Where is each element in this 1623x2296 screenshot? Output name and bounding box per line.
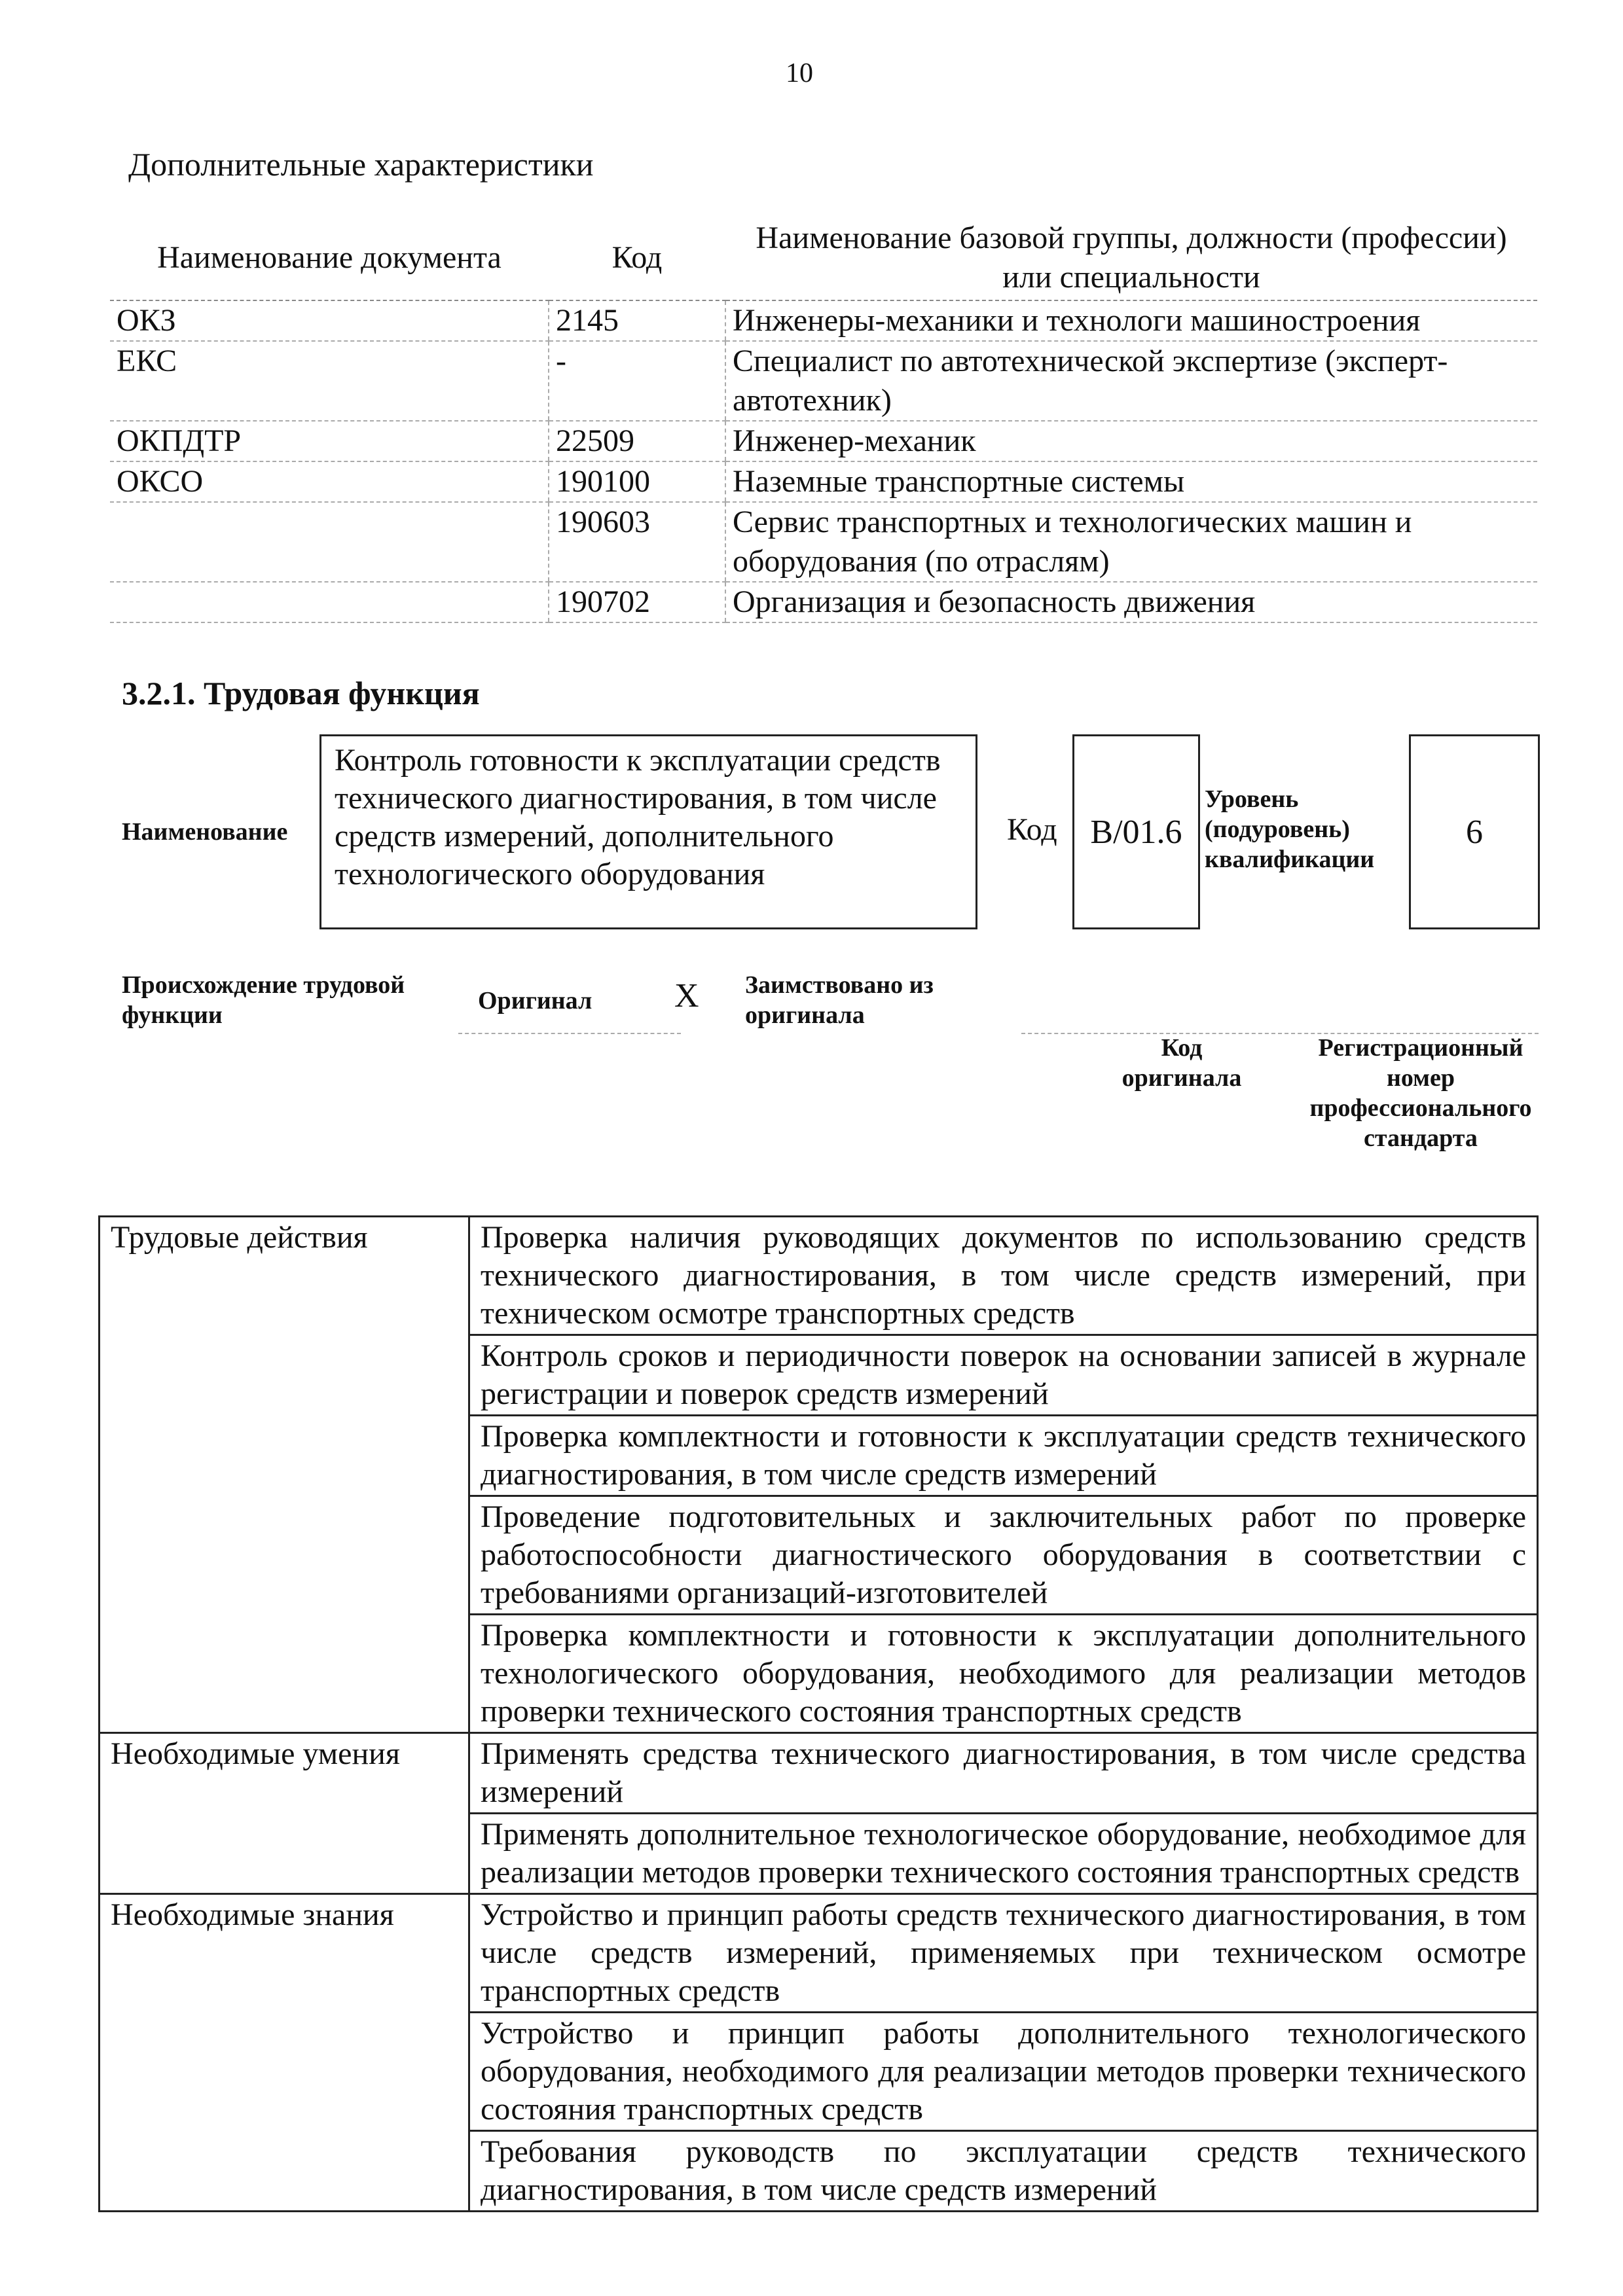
list-item: Контроль сроков и периодичности поверок на основании записей в журнале регистрации и поверок средств измерений [469, 1335, 1538, 1416]
registration-number-caption: Регистрационный номер профессионального стандарта [1309, 1034, 1532, 1152]
table-row [100, 1217, 1538, 1335]
header-code: Код [549, 216, 725, 300]
name-cell: Инженер-механик [725, 421, 1537, 461]
qualification-level: 6 [1466, 813, 1483, 851]
code-cell: 190603 [549, 502, 725, 582]
doc-cell: ОКСО [110, 461, 549, 502]
code-label: Код [1007, 812, 1057, 847]
name-cell: Сервис транспортных и технологических машин и оборудования (по отраслям) [725, 502, 1537, 582]
category-required-skills: Необходимые умения [100, 1733, 469, 1894]
function-name-box: Контроль готовности к эксплуатации средств технического диагностирования, в том числе средств измерений, дополнительного технологического оборудования [319, 734, 977, 929]
table-row [100, 1894, 1538, 2013]
origin-divider [458, 1033, 681, 1034]
table-row [110, 502, 1537, 582]
table-row [110, 421, 1537, 461]
original-code-caption: Код оригинала [1122, 1034, 1242, 1092]
additional-characteristics-title: Дополнительные характеристики [128, 146, 594, 183]
origin-mark: X [674, 977, 699, 1014]
doc-cell [110, 582, 549, 622]
table-row [110, 300, 1537, 341]
list-item: Применять средства технического диагностирования, в том числе средства измерений [469, 1733, 1538, 1814]
code-cell: 190702 [549, 582, 725, 622]
table-header-row [110, 216, 1537, 300]
origin-original: Оригинал [478, 987, 593, 1014]
name-cell: Наземные транспортные системы [725, 461, 1537, 502]
section-title: 3.2.1. Трудовая функция [122, 675, 480, 711]
table-row [110, 341, 1537, 421]
table-row [100, 1733, 1538, 1814]
list-item: Проведение подготовительных и заключительных работ по проверке работоспособности диагностического оборудования в соответствии с требованиями организаций-изготовителей [469, 1496, 1538, 1615]
category-labor-actions: Трудовые действия [100, 1217, 469, 1733]
list-item: Применять дополнительное технологическое оборудование, необходимое для реализации методов проверки технического состояния транспортных средств [469, 1814, 1538, 1894]
doc-cell: ЕКС [110, 341, 549, 421]
qualification-level-box [1409, 734, 1540, 929]
list-item: Устройство и принцип работы дополнительного технологического оборудования, необходимого для реализации методов проверки технического состояния транспортных средств [469, 2013, 1538, 2131]
table-row [110, 582, 1537, 622]
function-details-table [98, 1215, 1539, 2212]
doc-cell [110, 502, 549, 582]
name-cell: Организация и безопасность движения [725, 582, 1537, 622]
code-cell: 22509 [549, 421, 725, 461]
list-item: Проверка комплектности и готовности к эксплуатации средств технического диагностирования, в том числе средств измерений [469, 1416, 1538, 1496]
name-cell: Специалист по автотехнической экспертизе (эксперт-автотехник) [725, 341, 1537, 421]
list-item: Требования руководств по эксплуатации средств технического диагностирования, в том числе средств измерений [469, 2131, 1538, 2212]
header-group-name: Наименование базовой группы, должности (профессии) или специальности [725, 216, 1537, 300]
additional-characteristics-table [110, 216, 1537, 623]
doc-cell: ОКПДТР [110, 421, 549, 461]
page-number: 10 [786, 58, 813, 88]
code-cell: 190100 [549, 461, 725, 502]
category-required-knowledge: Необходимые знания [100, 1894, 469, 2212]
name-cell: Инженеры-механики и технологи машиностроения [725, 300, 1537, 341]
code-cell: - [549, 341, 725, 421]
function-code: B/01.6 [1090, 813, 1182, 851]
list-item: Проверка наличия руководящих документов по использованию средств технического диагностирования, в том числе средств измерений, при техническом осмотре транспортных средств [469, 1217, 1538, 1335]
function-code-box [1072, 734, 1200, 929]
origin-label: Происхождение трудовой функции [122, 971, 405, 1029]
list-item: Проверка комплектности и готовности к эксплуатации дополнительного технологического оборудования, необходимого для реализации методов проверки технического состояния транспортных средств [469, 1615, 1538, 1733]
name-label: Наименование [122, 818, 288, 846]
doc-cell: ОКЗ [110, 300, 549, 341]
table-row [110, 461, 1537, 502]
header-document-name: Наименование документа [110, 216, 549, 300]
level-label: Уровень (подуровень) квалификации [1205, 785, 1375, 873]
code-cell: 2145 [549, 300, 725, 341]
list-item: Устройство и принцип работы средств технического диагностирования, в том числе средств измерений, применяемых при техническом осмотре транспортных средств [469, 1894, 1538, 2013]
origin-borrowed: Заимствовано из оригинала [745, 971, 934, 1029]
